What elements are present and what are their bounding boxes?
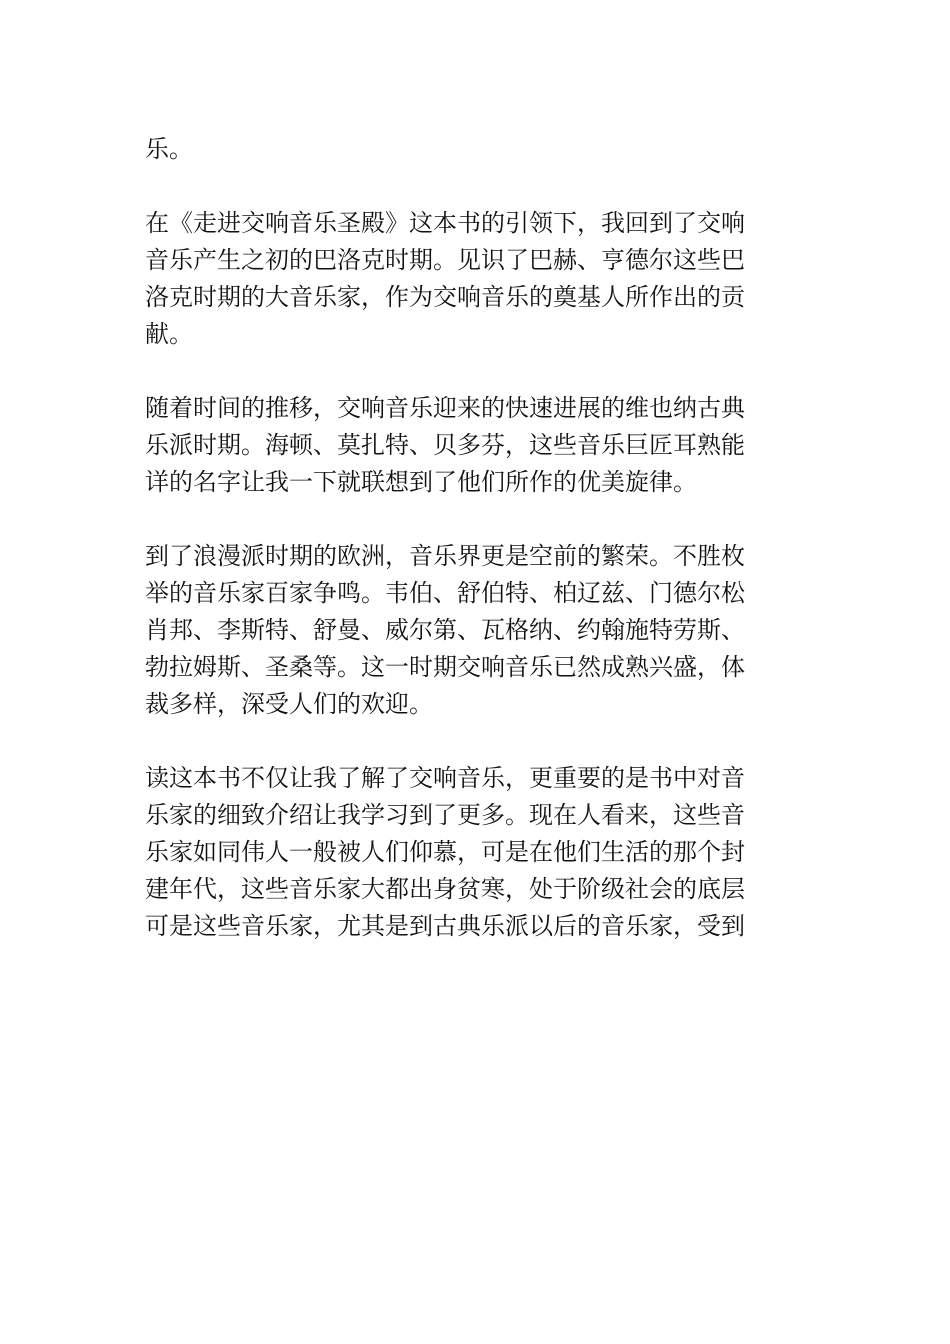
text-line: 读这本书不仅让我了解了交响音乐，更重要的是书中对音 [145,764,745,792]
text-line: 献。 [145,320,193,348]
text-line: 随着时间的推移，交响音乐迎来的快速进展的维也纳古典 [145,394,745,422]
paragraph-gap [145,353,810,390]
text-line: 在《走进交响音乐圣殿》这本书的引领下，我回到了交响 [145,209,745,237]
text-line: 裁多样，深受人们的欢迎。 [145,690,433,718]
text-line: 详的名字让我一下就联想到了他们所作的优美旋律。 [145,468,697,496]
text-line: 洛克时期的大音乐家，作为交响音乐的奠基人所作出的贡 [145,283,745,311]
text-line: 勃拉姆斯、圣桑等。这一时期交响音乐已然成熟兴盛，体 [145,653,745,681]
text-line: 到了浪漫派时期的欧洲，音乐界更是空前的繁荣。不胜枚 [145,542,745,570]
paragraph-gap [145,501,810,538]
paragraph-gap [145,723,810,760]
paragraph-gap [145,168,810,205]
text-line: 乐家如同伟人一般被人们仰慕，可是在他们生活的那个封 [145,838,745,866]
text-line: 建年代，这些音乐家大都出身贫寒，处于阶级社会的底层 [145,875,745,903]
text-line: 乐。 [145,135,193,163]
text-line: 音乐产生之初的巴洛克时期。见识了巴赫、亨德尔这些巴 [145,246,745,274]
body-text [145,131,810,945]
text-line: 乐派时期。海顿、莫扎特、贝多芬，这些音乐巨匠耳熟能 [145,431,745,459]
text-line: 肖邦、李斯特、舒曼、威尔第、瓦格纳、约翰施特劳斯、 [145,616,745,644]
text-line: 可是这些音乐家，尤其是到古典乐派以后的音乐家，受到 [145,912,745,940]
text-line: 乐家的细致介绍让我学习到了更多。现在人看来，这些音 [145,801,745,829]
text-line: 举的音乐家百家争鸣。韦伯、舒伯特、柏辽兹、门德尔松 [145,579,745,607]
